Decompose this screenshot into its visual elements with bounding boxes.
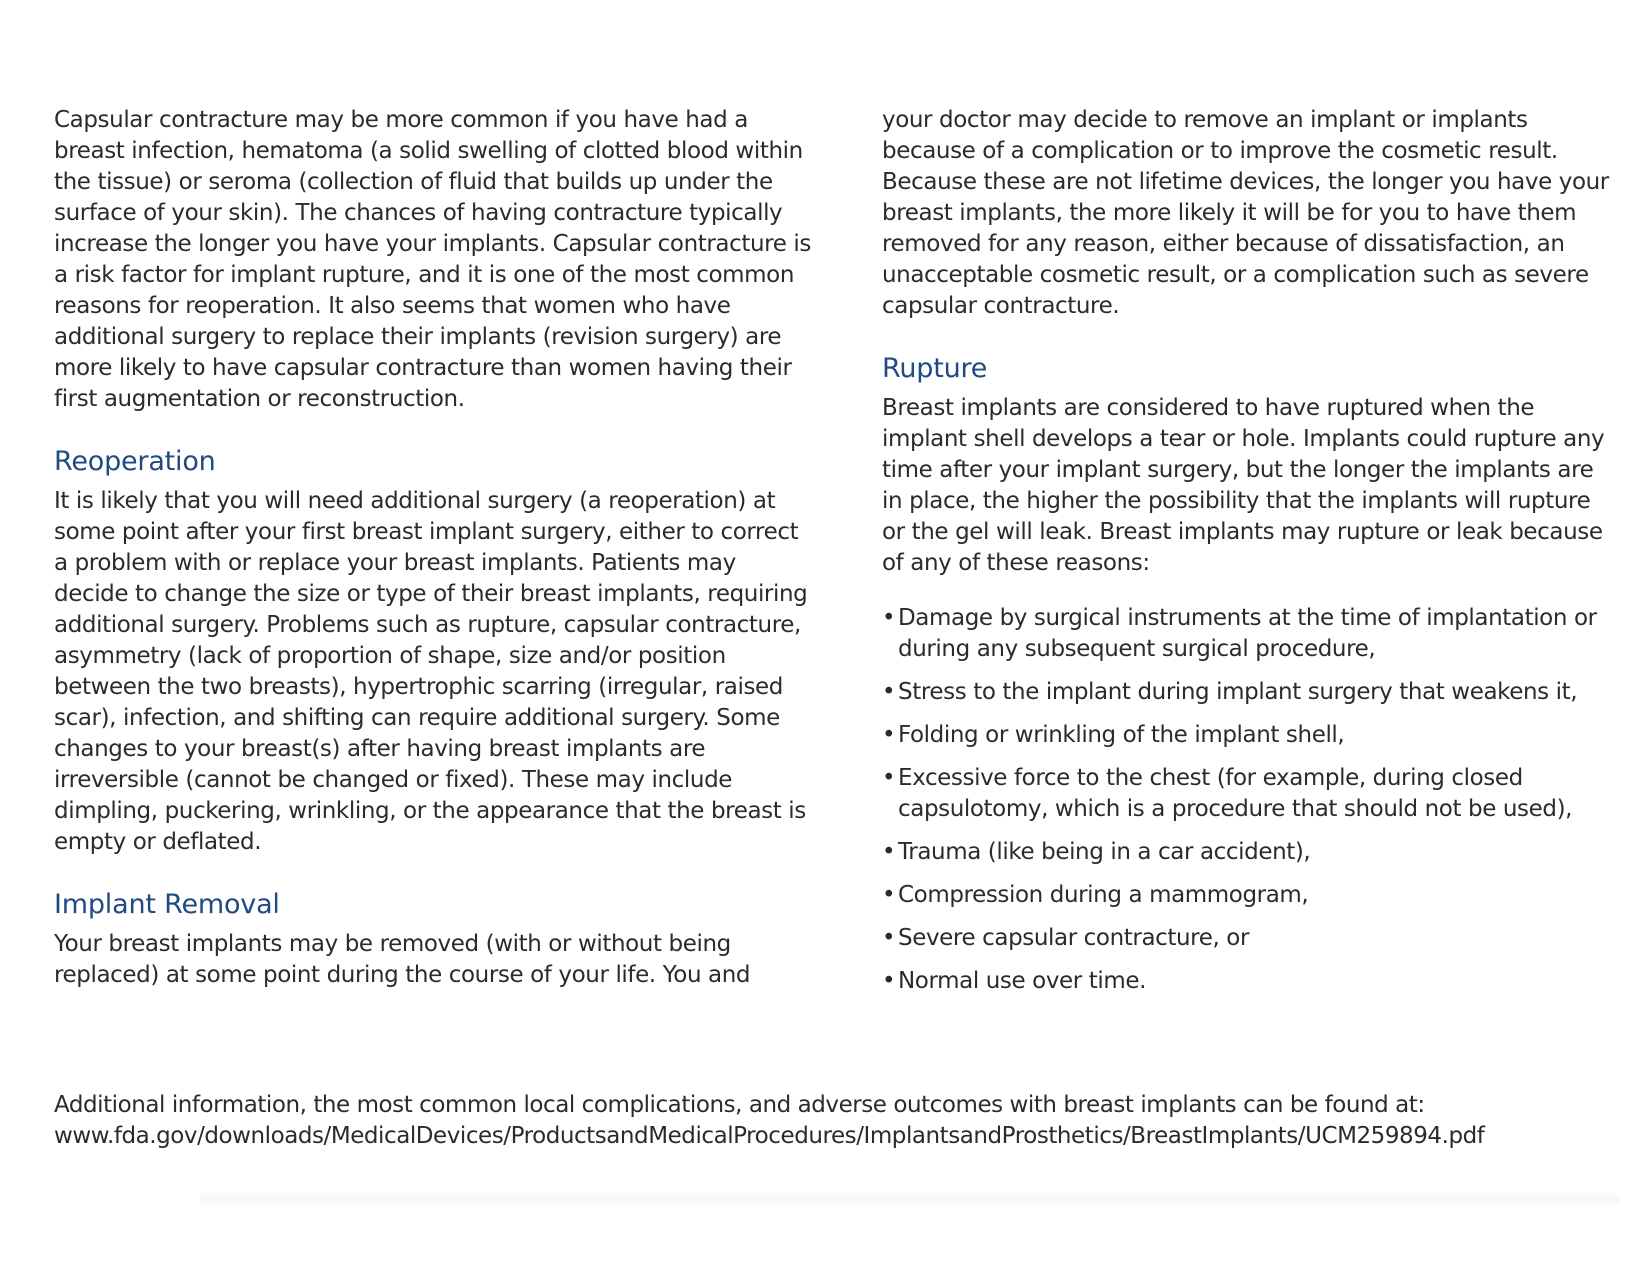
list-item-text: Normal use over time. bbox=[898, 968, 1147, 994]
list-item bbox=[882, 880, 1612, 911]
list-item bbox=[882, 603, 1612, 665]
bullet-icon: • bbox=[882, 839, 896, 865]
implant-removal-continuation-paragraph: your doctor may decide to remove an implant or implants because of a complication or to improve the cosmetic result. Because these are not lifetime devices, the longer you have your breast implants, the more likely it will be for you to have them removed for any reason, either because of dissatisfaction, an unacceptable cosmetic result, or a complication such as severe capsular contracture. bbox=[882, 107, 1609, 319]
bullet-icon: • bbox=[882, 722, 896, 748]
reoperation-heading: Reoperation bbox=[54, 446, 216, 477]
footer bbox=[54, 1090, 1614, 1152]
bullet-icon: • bbox=[882, 679, 896, 705]
list-item bbox=[882, 720, 1612, 751]
list-item bbox=[882, 677, 1612, 708]
list-item bbox=[882, 763, 1612, 825]
list-item-text: Compression during a mammogram, bbox=[898, 882, 1309, 908]
reoperation-paragraph: It is likely that you will need additional surgery (a reoperation) at some point after your first breast implant surgery, either to correct a problem with or replace your breast implants. Patients may decide to change the size or type of their breast implants, requiring additional surgery. Problems such as rupture, capsular contracture, asymmetry (lack of proportion of shape, size and/or position between the two breasts), hypertrophic scarring (irregular, raised scar), infection, and shifting can require additional surgery. Some changes to your breast(s) after having breast implants are irreversible (cannot be changed or fixed). These may include dimpling, puckering, wrinkling, or the appearance that the breast is empty or deflated. bbox=[54, 488, 808, 855]
list-item-text: Folding or wrinkling of the implant shell, bbox=[898, 722, 1345, 748]
additional-info-note: Additional information, the most common local complications, and adverse outcomes with breast implants can be found at: bbox=[54, 1092, 1425, 1118]
bullet-icon: • bbox=[882, 765, 896, 791]
page-edge-shadow bbox=[200, 1192, 1620, 1206]
bullet-icon: • bbox=[882, 882, 896, 908]
right-column bbox=[882, 105, 1612, 1009]
rupture-heading: Rupture bbox=[882, 353, 988, 384]
list-item bbox=[882, 923, 1612, 954]
list-item-text: Damage by surgical instruments at the time of implantation or during any subsequent surgical procedure, bbox=[898, 605, 1597, 662]
implant-removal-paragraph: Your breast implants may be removed (with or without being replaced) at some point during the course of your life. You and bbox=[54, 931, 751, 988]
fda-url-link[interactable]: www.fda.gov/downloads/MedicalDevices/ProductsandMedicalProcedures/ImplantsandProsthetics/BreastImplants/UCM259894.pdf bbox=[54, 1123, 1485, 1149]
bullet-icon: • bbox=[882, 968, 896, 994]
bullet-icon: • bbox=[882, 605, 896, 631]
list-item-text: Stress to the implant during implant surgery that weakens it, bbox=[898, 679, 1578, 705]
bullet-icon: • bbox=[882, 925, 896, 951]
rupture-reasons-list bbox=[882, 603, 1612, 997]
list-item bbox=[882, 837, 1612, 868]
list-item-text: Severe capsular contracture, or bbox=[898, 925, 1250, 951]
implant-removal-heading: Implant Removal bbox=[54, 889, 280, 920]
capsular-contracture-paragraph: Capsular contracture may be more common if you have had a breast infection, hematoma (a solid swelling of clotted blood within the tissue) or seroma (collection of fluid that builds up under the surface of your skin). The chances of having contracture typically increase the longer you have your implants. Capsular contracture is a risk factor for implant rupture, and it is one of the most common reasons for reoperation. It also seems that women who have additional surgery to replace their implants (revision surgery) are more likely to have capsular contracture than women having their first augmentation or reconstruction. bbox=[54, 107, 811, 412]
rupture-paragraph: Breast implants are considered to have ruptured when the implant shell develops a tear or hole. Implants could rupture any time after your implant surgery, but the longer the implants are in place, the higher the possibility that the implants will rupture or the gel will leak. Breast implants may rupture or leak because of any of these reasons: bbox=[882, 395, 1605, 576]
list-item-text: Excessive force to the chest (for example, during closed capsulotomy, which is a procedure that should not be used), bbox=[898, 765, 1573, 822]
left-column bbox=[54, 105, 814, 991]
list-item bbox=[882, 966, 1612, 997]
list-item-text: Trauma (like being in a car accident), bbox=[898, 839, 1311, 865]
